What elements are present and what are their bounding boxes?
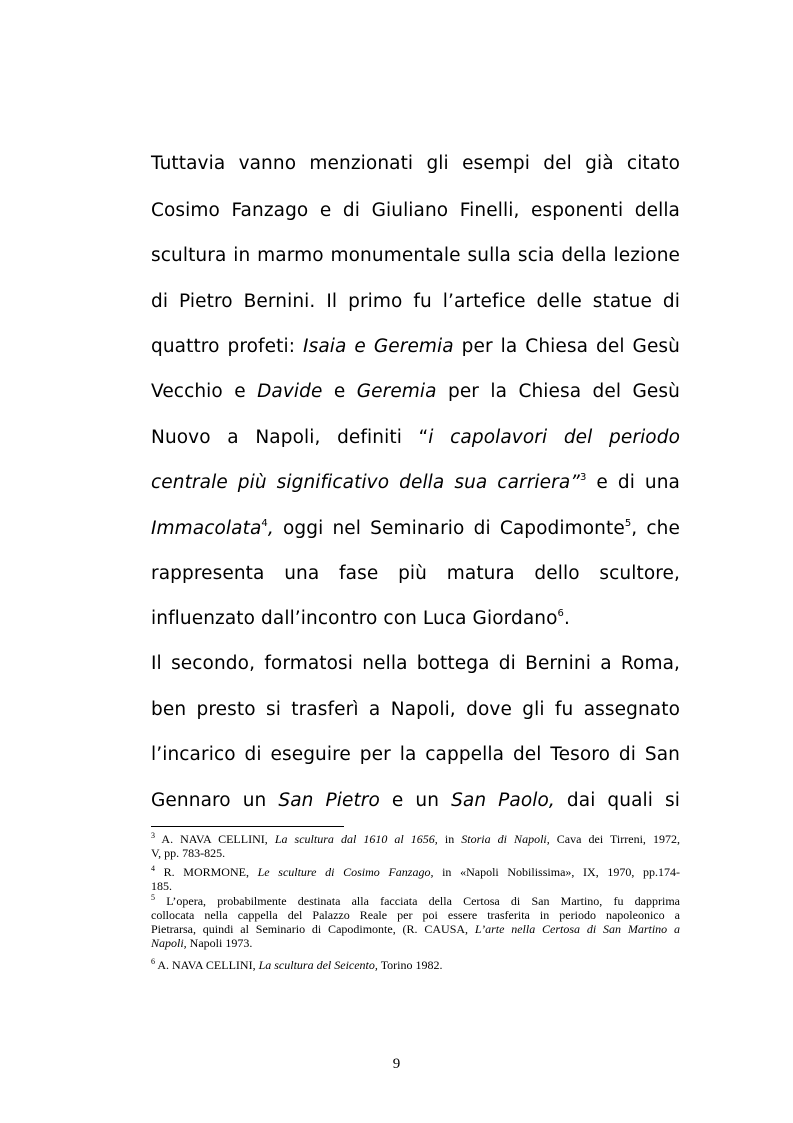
text: . [563, 608, 570, 629]
text: oggi nel Seminario di Capodimonte [273, 518, 625, 539]
italic-title: Geremia [356, 381, 437, 402]
footnote-ref-4[interactable]: 4 [261, 518, 268, 529]
italic-title: Isaia e Geremia [303, 336, 454, 357]
text: quattro profeti: [151, 336, 304, 357]
footnote-number: 4 [151, 864, 155, 873]
body-line-4: di Pietro Bernini. Il primo fu l’artefice delle statue di [151, 291, 680, 312]
body-line-11 [151, 607, 680, 631]
italic-title: San Paolo, [451, 790, 555, 811]
text: e di una [586, 472, 680, 493]
italic-quote: centrale più significativo della sua carriera” [151, 472, 580, 493]
footnote-ref-6[interactable]: 6 [557, 608, 564, 619]
footnote-number: 5 [151, 893, 155, 902]
footnote-number: 6 [151, 957, 155, 966]
text: per la Chiesa del Gesù [453, 336, 680, 357]
italic-title: Immacolata [151, 518, 262, 539]
footnote-number: 3 [151, 831, 155, 840]
body-line-5 [151, 335, 680, 359]
italic-title: Davide [257, 381, 323, 402]
text: dai quali si [554, 790, 680, 811]
footnote-line [151, 865, 680, 879]
text: L’opera, probabilmente destinata alla facciata della Certosa di San Martino, fu dapprima [155, 894, 680, 908]
body-line-7 [151, 426, 680, 450]
body-line-10: rappresenta una fase più matura dello scultore, [151, 563, 680, 584]
italic-title: San Pietro [278, 790, 380, 811]
body-line-15 [151, 789, 680, 813]
body-line-6 [151, 380, 680, 404]
text: A. NAVA CELLINI, [155, 832, 275, 846]
text: Napoli 1973. [186, 936, 253, 950]
text: in «Napoli Nobilissima», IX, 1970, pp.174- [433, 865, 680, 879]
text: Cava dei Tirreni, 1972, [549, 832, 680, 846]
footnote-6 [151, 958, 680, 972]
body-line-9 [151, 517, 680, 541]
text: influenzato dall’incontro con Luca Giordano [151, 608, 558, 629]
body-line-12: Il secondo, formatosi nella bottega di Bernini a Roma, [151, 653, 680, 674]
italic-title: La scultura dal 1610 al 1656, [274, 832, 438, 846]
text: , che [631, 518, 680, 539]
body-line-13: ben presto si trasferì a Napoli, dove gli fu assegnato [151, 699, 680, 720]
italic-comma: , [267, 518, 274, 539]
footnote-line [151, 958, 680, 972]
text: e un [379, 790, 452, 811]
text: Torino 1982. [377, 958, 443, 972]
footnote-ref-3[interactable]: 3 [579, 472, 587, 483]
footnote-separator [151, 826, 344, 827]
text: Pietrarsa, quindi al Seminario di Capodimonte, (R. CAUSA, [151, 922, 475, 936]
body-line-2: Cosimo Fanzago e di Giuliano Finelli, esponenti della [151, 200, 680, 221]
text: R. MORMONE, [155, 865, 258, 879]
italic-title: La scultura del Seicento, [258, 958, 378, 972]
text: e [322, 381, 357, 402]
text: in [437, 832, 462, 846]
footnote-line [151, 894, 680, 908]
text: Gennaro un [151, 790, 279, 811]
page-number: 9 [392, 1056, 401, 1072]
text: Nuovo a Napoli, definiti “ [151, 427, 429, 448]
footnote-5 [151, 894, 680, 950]
footnote-ref-5[interactable]: 5 [624, 518, 632, 529]
text: Vecchio e [151, 381, 258, 402]
footnote-3 [151, 832, 680, 860]
italic-title: L’arte nella Certosa di San Martino a [474, 922, 680, 936]
footnote-line [151, 922, 680, 936]
text: per la Chiesa del Gesù [436, 381, 680, 402]
italic-quote: i capolavori del periodo [428, 427, 680, 448]
footnote-4 [151, 865, 680, 893]
body-line-14: l’incarico di eseguire per la cappella del Tesoro di San [151, 744, 680, 765]
body-line-1: Tuttavia vanno menzionati gli esempi del già citato [151, 153, 680, 174]
italic-title: Le sculture di Cosimo Fanzago, [257, 865, 434, 879]
footnote-line [151, 936, 680, 950]
italic-title: Napoli, [151, 936, 187, 950]
footnote-line: V, pp. 783-825. [151, 846, 226, 860]
body-line-3: scultura in marmo monumentale sulla scia della lezione [151, 245, 680, 266]
body-line-8 [151, 471, 680, 495]
footnote-line [151, 832, 680, 846]
text: A. NAVA CELLINI, [155, 958, 259, 972]
italic-title: Storia di Napoli, [461, 832, 550, 846]
footnote-line: 185. [151, 879, 172, 893]
footnote-line: collocata nella cappella del Palazzo Reale per poi essere trasferita in periodo napoleonico a [151, 908, 680, 922]
